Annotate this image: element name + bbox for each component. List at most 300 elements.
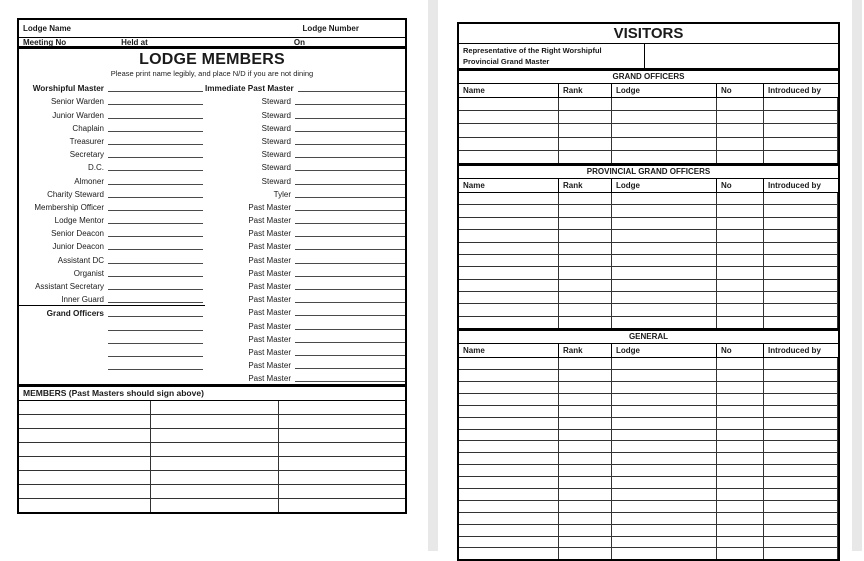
visitor-cell[interactable] [717,370,764,381]
visitor-cell[interactable] [717,430,764,441]
page-title: LODGE MEMBERS [139,51,285,68]
visitor-cell[interactable] [717,255,764,266]
members-grid-cell[interactable] [19,401,151,414]
members-grid-cell[interactable] [279,499,405,512]
visitor-cell[interactable] [764,205,838,216]
officers-area [19,81,405,384]
visitor-row [459,453,838,465]
visitor-cell[interactable] [459,489,559,500]
visitor-cell[interactable] [717,453,764,464]
column-header: Lodge [612,179,717,192]
visitor-cell[interactable] [459,124,559,136]
visitor-cell[interactable] [559,406,612,417]
visitor-cell[interactable] [459,267,559,278]
visitor-cell[interactable] [559,193,612,204]
signature-line[interactable] [108,184,203,185]
visitor-cell[interactable] [764,525,838,536]
visitor-row [459,267,838,279]
visitor-cell[interactable] [559,370,612,381]
signature-line[interactable] [295,276,405,277]
visitor-cell[interactable] [559,138,612,150]
officer-role-label: Tyler [273,189,291,199]
officer-row [205,305,405,318]
members-signature-grid [19,401,405,512]
lodge-number-field[interactable] [359,20,405,37]
visitor-cell[interactable] [559,205,612,216]
signature-line[interactable] [108,118,203,119]
visitor-row [459,477,838,489]
members-grid-cell[interactable] [151,499,279,512]
visitor-cell[interactable] [717,501,764,512]
members-grid-cell[interactable] [151,471,279,484]
signature-line[interactable] [295,184,405,185]
members-grid-cell[interactable] [279,401,405,414]
officer-row [205,200,405,213]
visitor-cell[interactable] [459,138,559,150]
column-header: Rank [559,84,612,97]
visitor-cell[interactable] [612,489,717,500]
officer-row [19,359,205,372]
visitor-cell[interactable] [764,489,838,500]
visitor-cell[interactable] [764,151,838,163]
officer-row [19,252,205,265]
visitor-cell[interactable] [764,548,838,559]
visitor-row [459,280,838,292]
visitor-cell[interactable] [459,255,559,266]
signature-line[interactable] [295,263,405,264]
signature-line[interactable] [295,104,405,105]
representative-row [459,44,838,68]
visitor-cell[interactable] [612,513,717,524]
signature-line[interactable] [295,381,405,382]
visitor-cell[interactable] [612,205,717,216]
signature-line[interactable] [295,249,405,250]
visitor-cell[interactable] [612,267,717,278]
signature-line[interactable] [108,170,203,171]
visitor-cell[interactable] [717,230,764,241]
signature-line[interactable] [295,223,405,224]
officer-row [205,187,405,200]
visitor-cell[interactable] [764,406,838,417]
visitor-cell[interactable] [559,501,612,512]
visitor-cell[interactable] [764,382,838,393]
signature-line[interactable] [295,170,405,171]
visitor-cell[interactable] [717,394,764,405]
visitor-cell[interactable] [764,358,838,369]
visitor-cell[interactable] [559,537,612,548]
visitor-cell[interactable] [612,243,717,254]
signature-line[interactable] [295,236,405,237]
visitor-cell[interactable] [559,243,612,254]
visitor-cell[interactable] [559,280,612,291]
visitor-cell[interactable] [459,501,559,512]
visitor-cell[interactable] [717,489,764,500]
members-grid-cell[interactable] [19,485,151,498]
visitor-cell[interactable] [612,394,717,405]
visitor-cell[interactable] [717,406,764,417]
visitor-cell[interactable] [764,477,838,488]
signature-line[interactable] [295,144,405,145]
visitor-cell[interactable] [559,430,612,441]
visitor-cell[interactable] [459,477,559,488]
signature-line[interactable] [298,91,405,92]
visitor-cell[interactable] [764,418,838,429]
visitor-cell[interactable] [559,525,612,536]
visitor-cell[interactable] [764,317,838,328]
members-grid-cell[interactable] [19,499,151,512]
visitor-cell[interactable] [717,98,764,110]
signature-line[interactable] [295,118,405,119]
members-grid-cell[interactable] [19,457,151,470]
visitor-cell[interactable] [717,441,764,452]
visitor-cell[interactable] [612,406,717,417]
visitor-cell[interactable] [459,317,559,328]
visitor-cell[interactable] [612,98,717,110]
visitor-cell[interactable] [459,430,559,441]
visitor-cell[interactable] [717,243,764,254]
visitor-cell[interactable] [717,418,764,429]
signature-line[interactable] [295,210,405,211]
visitor-cell[interactable] [559,317,612,328]
members-grid-cell[interactable] [279,471,405,484]
officer-role-label: Chaplain [72,123,104,133]
visitor-cell[interactable] [459,382,559,393]
signature-line[interactable] [295,342,405,343]
visitor-cell[interactable] [559,292,612,303]
signature-line[interactable] [108,302,203,303]
members-grid-cell[interactable] [19,415,151,428]
visitor-cell[interactable] [459,111,559,123]
officer-row [205,147,405,160]
visitor-cell[interactable] [612,477,717,488]
signature-line[interactable] [108,263,203,264]
signature-line[interactable] [108,249,203,250]
officer-role-label: Assistant Secretary [35,282,104,291]
visitor-cell[interactable] [717,267,764,278]
visitor-cell[interactable] [764,280,838,291]
visitor-cell[interactable] [764,267,838,278]
visitor-cell[interactable] [459,243,559,254]
visitor-cell[interactable] [459,394,559,405]
visitor-cell[interactable] [559,548,612,559]
visitor-cell[interactable] [717,292,764,303]
visitor-cell[interactable] [764,111,838,123]
visitor-cell[interactable] [559,304,612,315]
officer-role-label: Steward [261,110,291,120]
visitor-cell[interactable] [459,441,559,452]
members-grid-cell[interactable] [19,471,151,484]
signature-line[interactable] [108,369,203,370]
members-grid-cell[interactable] [19,429,151,442]
visitor-cell[interactable] [764,218,838,229]
visitor-cell[interactable] [612,218,717,229]
visitor-cell[interactable] [717,138,764,150]
column-header: Rank [559,344,612,357]
visitor-cell[interactable] [717,537,764,548]
visitor-cell[interactable] [559,441,612,452]
visitor-cell[interactable] [459,205,559,216]
signature-line[interactable] [108,356,203,357]
officer-role-label: Assistant DC [57,255,104,265]
members-grid-cell[interactable] [151,401,279,414]
visitor-cell[interactable] [717,193,764,204]
visitor-cell[interactable] [559,98,612,110]
visitor-cell[interactable] [559,358,612,369]
visitor-sections [459,68,838,559]
visitor-cell[interactable] [559,513,612,524]
visitor-row [459,358,838,370]
visitor-cell[interactable] [459,280,559,291]
visitor-cell[interactable] [459,230,559,241]
officer-role-label: Steward [261,97,291,107]
visitor-cell[interactable] [459,465,559,476]
signature-line[interactable] [295,329,405,330]
officer-row [19,213,205,226]
visitor-cell[interactable] [612,441,717,452]
visitor-cell[interactable] [612,465,717,476]
visitor-cell[interactable] [764,537,838,548]
visitor-cell[interactable] [459,193,559,204]
visitor-row [459,304,838,316]
visitor-cell[interactable] [612,501,717,512]
visitor-cell[interactable] [459,218,559,229]
signature-line[interactable] [108,131,203,132]
officer-role-label: Immediate Past Master [205,84,294,94]
visitor-cell[interactable] [717,111,764,123]
members-grid-cell[interactable] [279,443,405,456]
members-grid-cell[interactable] [279,457,405,470]
visitor-cell[interactable] [717,525,764,536]
visitor-cell[interactable] [717,218,764,229]
held-at-field[interactable] [148,38,294,46]
officer-role-label: Past Master [248,268,291,278]
officer-role-label: Steward [261,136,291,146]
members-grid-cell[interactable] [151,443,279,456]
visitor-cell[interactable] [612,138,717,150]
signature-line[interactable] [108,223,203,224]
signature-line[interactable] [295,315,405,316]
visitor-cell[interactable] [459,358,559,369]
visitor-cell[interactable] [764,193,838,204]
visitor-cell[interactable] [764,430,838,441]
visitor-cell[interactable] [717,358,764,369]
column-header-row [459,84,838,98]
visitor-cell[interactable] [764,394,838,405]
visitor-cell[interactable] [459,304,559,315]
visitor-section [459,68,838,163]
officer-row [19,319,205,332]
visitor-cell[interactable] [764,230,838,241]
members-grid-cell[interactable] [151,415,279,428]
officer-role-label: Past Master [248,282,291,291]
signature-line[interactable] [108,276,203,277]
visitor-cell[interactable] [717,124,764,136]
visitor-cell[interactable] [612,304,717,315]
visitor-cell[interactable] [459,525,559,536]
officer-role-label: Lodge Mentor [54,216,104,226]
visitor-cell[interactable] [764,465,838,476]
signature-line[interactable] [108,236,203,237]
members-grid-cell[interactable] [279,415,405,428]
on-field[interactable] [305,38,405,46]
visitor-cell[interactable] [612,382,717,393]
visitor-cell[interactable] [459,370,559,381]
signature-line[interactable] [108,104,203,105]
visitor-cell[interactable] [559,453,612,464]
visitor-cell[interactable] [559,382,612,393]
officer-row [19,333,205,346]
officer-row [205,292,405,305]
visitor-cell[interactable] [612,292,717,303]
officer-row [19,107,205,120]
visitor-cell[interactable] [717,317,764,328]
column-header: Lodge [612,344,717,357]
officer-row [205,81,405,94]
representative-field[interactable] [645,44,838,68]
visitor-cell[interactable] [764,124,838,136]
visitor-cell[interactable] [717,513,764,524]
visitor-cell[interactable] [612,370,717,381]
signature-line[interactable] [108,197,203,198]
signature-line[interactable] [295,157,405,158]
visitor-cell[interactable] [612,453,717,464]
visitor-cell[interactable] [612,111,717,123]
members-grid-cell[interactable] [279,429,405,442]
lodge-name-row [19,20,405,38]
visitor-cell[interactable] [717,205,764,216]
visitor-cell[interactable] [764,513,838,524]
members-grid-row [19,429,405,443]
signature-line[interactable] [108,316,203,317]
officer-row [19,279,205,292]
signature-line[interactable] [108,144,203,145]
visitor-cell[interactable] [764,370,838,381]
visitor-cell[interactable] [459,292,559,303]
visitor-cell[interactable] [612,537,717,548]
visitor-cell[interactable] [559,418,612,429]
officer-role-label: Past Master [248,361,291,371]
signature-line[interactable] [108,343,203,344]
visitor-cell[interactable] [559,151,612,163]
visitor-cell[interactable] [559,477,612,488]
signature-line[interactable] [295,368,405,369]
members-grid-cell[interactable] [151,485,279,498]
visitor-cell[interactable] [764,453,838,464]
visitor-cell[interactable] [459,418,559,429]
visitor-cell[interactable] [764,292,838,303]
visitor-cell[interactable] [459,151,559,163]
members-grid-cell[interactable] [151,457,279,470]
visitor-cell[interactable] [764,304,838,315]
signature-line[interactable] [295,197,405,198]
visitor-cell[interactable] [717,548,764,559]
visitor-cell[interactable] [764,255,838,266]
visitor-cell[interactable] [764,243,838,254]
officer-role-label: Past Master [248,308,291,318]
column-header: Lodge [612,84,717,97]
visitor-cell[interactable] [717,477,764,488]
visitor-cell[interactable] [717,280,764,291]
visitor-cell[interactable] [559,124,612,136]
visitor-row [459,98,838,111]
visitor-cell[interactable] [459,513,559,524]
visitor-cell[interactable] [612,418,717,429]
visitor-cell[interactable] [717,382,764,393]
visitor-cell[interactable] [764,441,838,452]
officer-role-label: Past Master [248,347,291,357]
visitor-cell[interactable] [559,394,612,405]
signature-line[interactable] [108,330,203,331]
signature-line[interactable] [108,91,203,92]
meeting-no-field[interactable] [66,38,121,46]
visitor-cell[interactable] [717,465,764,476]
visitor-cell[interactable] [559,218,612,229]
members-grid-cell[interactable] [279,485,405,498]
visitor-cell[interactable] [764,138,838,150]
officer-row [205,226,405,239]
lodge-name-field[interactable] [71,20,303,37]
members-grid-cell[interactable] [151,429,279,442]
visitor-cell[interactable] [459,406,559,417]
officer-role-label: Grand Officers [46,309,104,319]
visitor-cell[interactable] [559,267,612,278]
visitor-cell[interactable] [764,501,838,512]
visitor-cell[interactable] [612,124,717,136]
visitor-cell[interactable] [612,430,717,441]
visitor-row [459,501,838,513]
officer-row [205,345,405,358]
visitor-cell[interactable] [559,255,612,266]
visitor-cell[interactable] [612,151,717,163]
visitor-cell[interactable] [612,548,717,559]
visitor-cell[interactable] [459,453,559,464]
visitor-cell[interactable] [559,111,612,123]
signature-line[interactable] [295,131,405,132]
visitor-cell[interactable] [459,537,559,548]
visitor-cell[interactable] [612,255,717,266]
visitor-cell[interactable] [559,230,612,241]
visitor-cell[interactable] [612,230,717,241]
officer-row [19,226,205,239]
officer-role-label: Treasurer [69,136,104,146]
visitor-cell[interactable] [612,280,717,291]
signature-line[interactable] [295,302,405,303]
signature-line[interactable] [108,289,203,290]
section-title: GRAND OFFICERS [459,71,838,84]
visitor-cell[interactable] [612,317,717,328]
visitor-cell[interactable] [717,304,764,315]
members-grid-cell[interactable] [19,443,151,456]
visitor-cell[interactable] [717,151,764,163]
visitor-cell[interactable] [612,525,717,536]
signature-line[interactable] [295,355,405,356]
visitor-cell[interactable] [459,548,559,559]
signature-line[interactable] [295,289,405,290]
officer-row [205,134,405,147]
signature-line[interactable] [108,157,203,158]
visitor-cell[interactable] [764,98,838,110]
visitor-row [459,418,838,430]
visitor-cell[interactable] [612,358,717,369]
visitor-row [459,138,838,151]
visitor-cell[interactable] [612,193,717,204]
officer-row [19,305,205,319]
visitor-cell[interactable] [559,465,612,476]
visitor-cell[interactable] [559,489,612,500]
signature-line[interactable] [108,210,203,211]
visitor-cell[interactable] [459,98,559,110]
column-header-row [459,344,838,358]
